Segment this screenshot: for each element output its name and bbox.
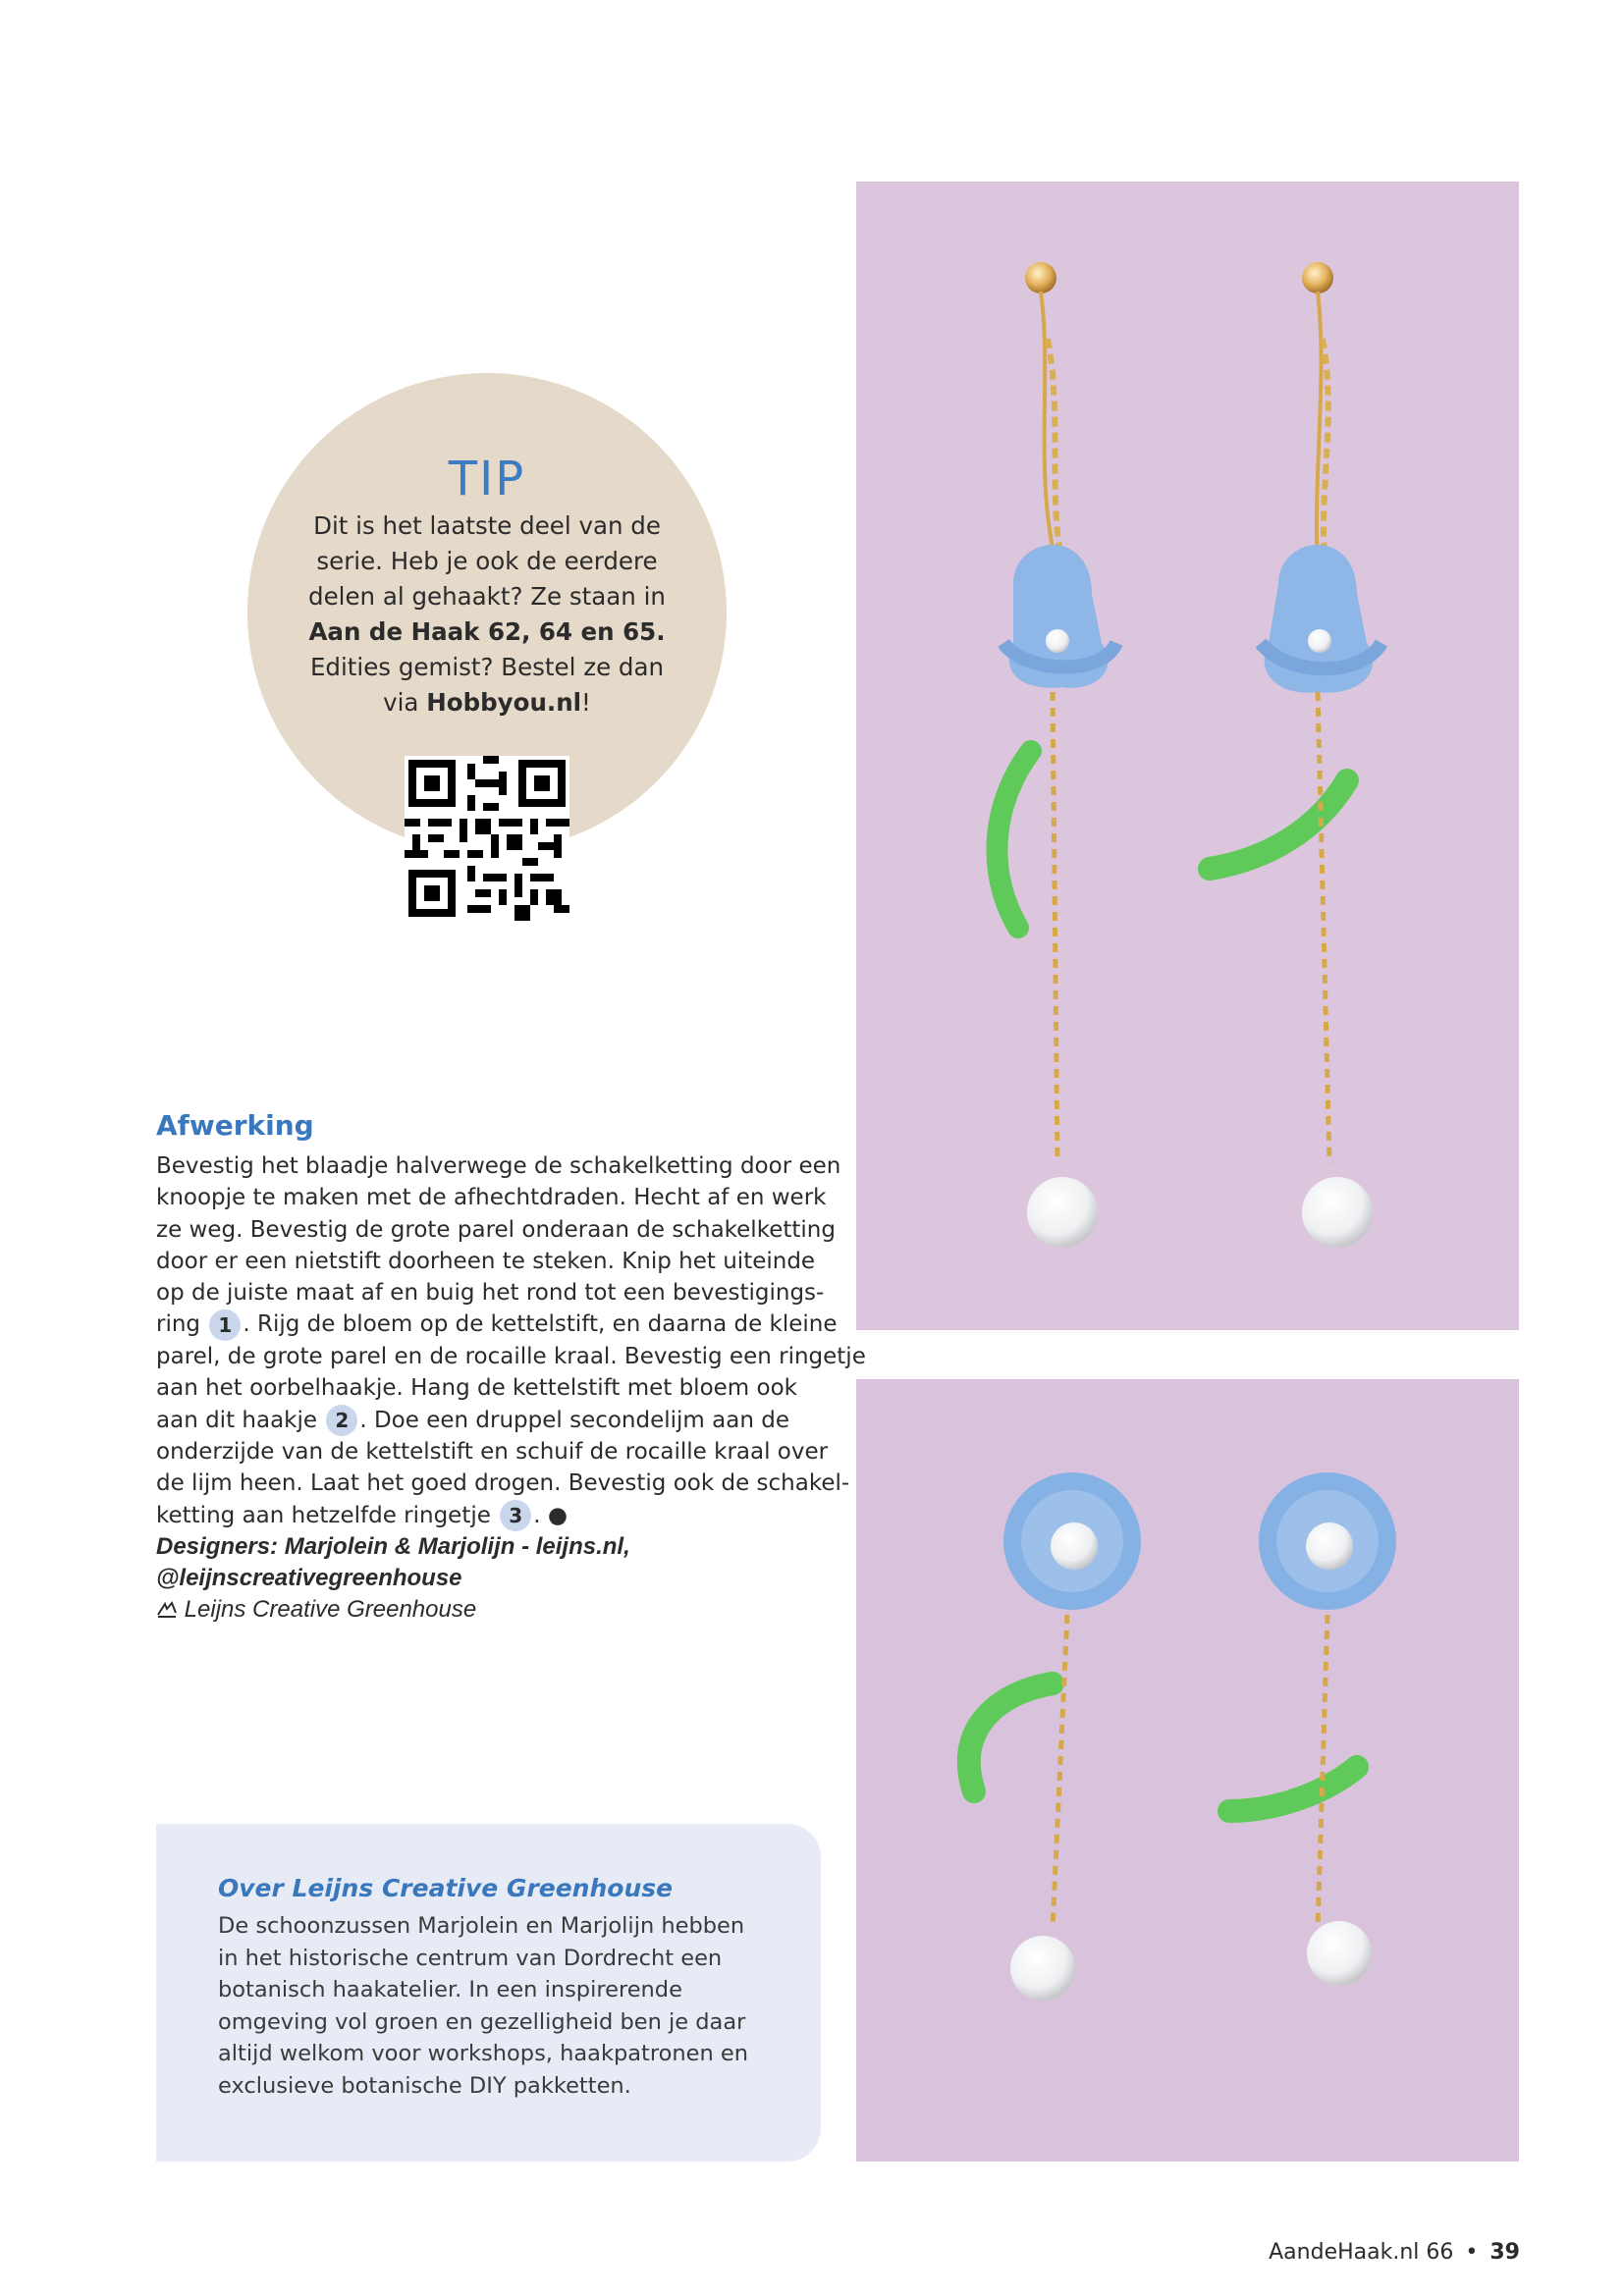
about-line: altijd welkom voor workshops, haakpatronen en	[218, 2041, 749, 2066]
about-title: Over Leijns Creative Greenhouse	[218, 1874, 674, 1902]
tip-line: !	[581, 688, 591, 717]
tip-issues: Aan de Haak 62, 64 en 65.	[308, 617, 666, 646]
body-line: de lijm heen. Laat het goed drogen. Bevestig ook de schakel-	[156, 1470, 850, 1497]
about-line: De schoonzussen Marjolein en Marjolijn hebben	[218, 1913, 745, 1939]
body-line: aan dit haakje	[156, 1407, 325, 1433]
body-line: door er een nietstift doorheen te steken. Knip het uiteinde	[156, 1248, 816, 1274]
camera-icon	[156, 1596, 185, 1623]
earrings-illustration-bottom	[856, 1379, 1519, 2162]
body-line: parel, de grote parel en de rocaille kraal. Bevestig een ringetje	[156, 1343, 866, 1369]
page-footer	[1269, 2240, 1520, 2265]
tip-line: serie. Heb je ook de eerdere	[316, 547, 658, 575]
designers-handle[interactable]: @leijnscreativegreenhouse	[156, 1565, 462, 1592]
afwerking-heading: Afwerking	[156, 1109, 314, 1142]
earrings-photo-top	[856, 182, 1519, 1330]
body-line: knoopje te maken met de afhechtdraden. Hecht af en werk	[156, 1185, 827, 1211]
tip-line: delen al gehaakt? Ze staan in	[308, 582, 666, 611]
body-line: ketting aan hetzelfde ringetje	[156, 1502, 499, 1528]
earrings-photo-bottom	[856, 1379, 1519, 2162]
body-line: ring	[156, 1311, 208, 1338]
body-line: onderzijde van de kettelstift en schuif de rocaille kraal over	[156, 1439, 829, 1466]
step-badge-2: 2	[326, 1405, 357, 1436]
body-line: . Doe een druppel secondelijm aan de	[359, 1407, 789, 1433]
designers-credit: Designers: Marjolein & Marjolijn - leijns.nl,	[156, 1533, 630, 1561]
qr-code-graphic	[405, 756, 569, 921]
body-line: ze weg. Bevestig de grote parel onderaan de schakelketting	[156, 1216, 836, 1243]
about-line: in het historische centrum van Dordrecht een	[218, 1945, 723, 1971]
page-number: 39	[1489, 2240, 1520, 2265]
tip-title: TIP	[448, 452, 526, 507]
tip-text	[285, 508, 689, 721]
footer-dot: •	[1465, 2240, 1479, 2265]
body-line: . Rijg de bloem op de kettelstift, en daarna de kleine	[243, 1311, 838, 1338]
tip-line: Edities gemist? Bestel ze dan	[309, 653, 665, 681]
body-line: op de juiste maat af en buig het rond tot een bevestigings-	[156, 1280, 825, 1307]
footer-site: AandeHaak.nl 66	[1269, 2240, 1454, 2265]
tip-line: via	[383, 688, 427, 717]
photo-credit: Leijns Creative Greenhouse	[184, 1596, 477, 1624]
hobbyou-link[interactable]: Hobbyou.nl	[426, 688, 582, 717]
tip-line: Dit is het laatste deel van de	[313, 511, 661, 540]
qr-code[interactable]	[405, 756, 569, 921]
about-line: omgeving vol groen en gezelligheid ben je daar	[218, 2008, 746, 2035]
end-mark: . ●	[533, 1502, 568, 1528]
about-line: exclusieve botanische DIY pakketten.	[218, 2072, 631, 2099]
afwerking-text	[156, 1150, 866, 1626]
step-badge-1: 1	[209, 1309, 241, 1341]
body-line: Bevestig het blaadje halverwege de schakelketting door een	[156, 1153, 841, 1179]
body-line: aan het oorbelhaakje. Hang de kettelstift met bloem ook	[156, 1375, 797, 1402]
about-line: botanisch haakatelier. In een inspirerende	[218, 1977, 682, 2002]
step-badge-3: 3	[500, 1500, 531, 1531]
about-text	[218, 1910, 787, 2102]
earrings-illustration-top	[856, 182, 1519, 1330]
